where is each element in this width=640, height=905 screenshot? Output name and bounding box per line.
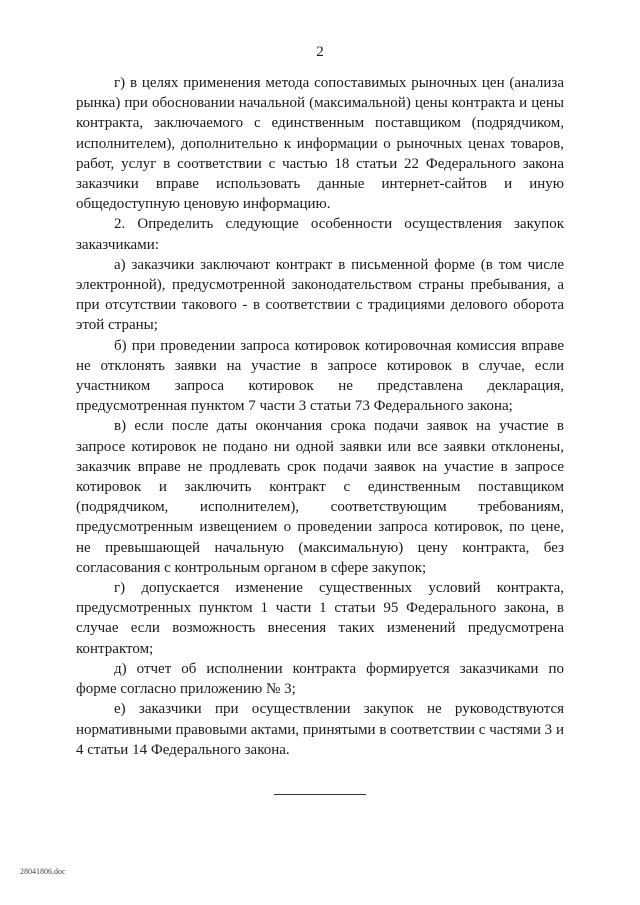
paragraph-b-quotation-commission: б) при проведении запроса котировок котировочная комиссия вправе не отклонять заявки на участие в запросе котировок в случае, если участником запроса котировок не представлена декларация, предусмотренная пунктом 7 части 3 статьи 73 Федерального закона; [76,337,564,415]
end-divider [274,794,366,795]
paragraph-d-contract-report: д) отчет об исполнении контракта формируется заказчиками по форме согласно приложению № 3; [76,660,564,698]
page-number: 2 [316,44,324,60]
paragraph-2-procurement-features: 2. Определить следующие особенности осуществления закупок заказчиками: [76,216,564,253]
paragraph-a-contract-form: а) заказчики заключают контракт в письменной форме (в том числе электронной), предусмотренной законодательством страны пребывания, а при отсутствии такового - в соответствии с традициями делового оборота этой страны; [76,256,564,334]
paragraph-v-no-bids: в) если после даты окончания срока подачи заявок на участие в запросе котировок не подано ни одной заявки или все заявки отклонены, заказчик вправе не продлевать срок подачи заявок на участие в запросе котировок и заключить контракт с единственным поставщиком (подрядчиком, исполнителем), соответствующим требованиям, предусмотренным извещением о проведении запроса котировок, по цене, не превышающей начальную (максимальную) цену контракта, без согласования с контрольным органом в сфере закупок; [76,418,564,576]
footer-filename: 28041806.doc [20,867,66,876]
paragraph-g-market-prices: г) в целях применения метода сопоставимых рыночных цен (анализа рынка) при обосновании начальной (максимальной) цены контракта и цены контракта, заключаемого с единственным поставщиком (подрядчиком, исполнителем), дополнительно к информации о рыночных ценах товаров, работ, услуг в соответствии с частью 18 статьи 22 Федерального закона заказчики вправе использовать данные интернет-сайтов и иную общедоступную ценовую информацию. [76,75,564,213]
paragraph-g-contract-changes: г) допускается изменение существенных условий контракта, предусмотренных пунктом 1 части 1 статьи 95 Федерального закона, в случае если возможность внесения таких изменений предусмотрена контрактом; [76,580,564,657]
paragraph-e-normative-acts: е) заказчики при осуществлении закупок не руководствуются нормативными правовыми актами, принятыми в соответствии с частями 3 и 4 статьи 14 Федерального закона. [76,701,564,758]
document-body [76,73,564,760]
